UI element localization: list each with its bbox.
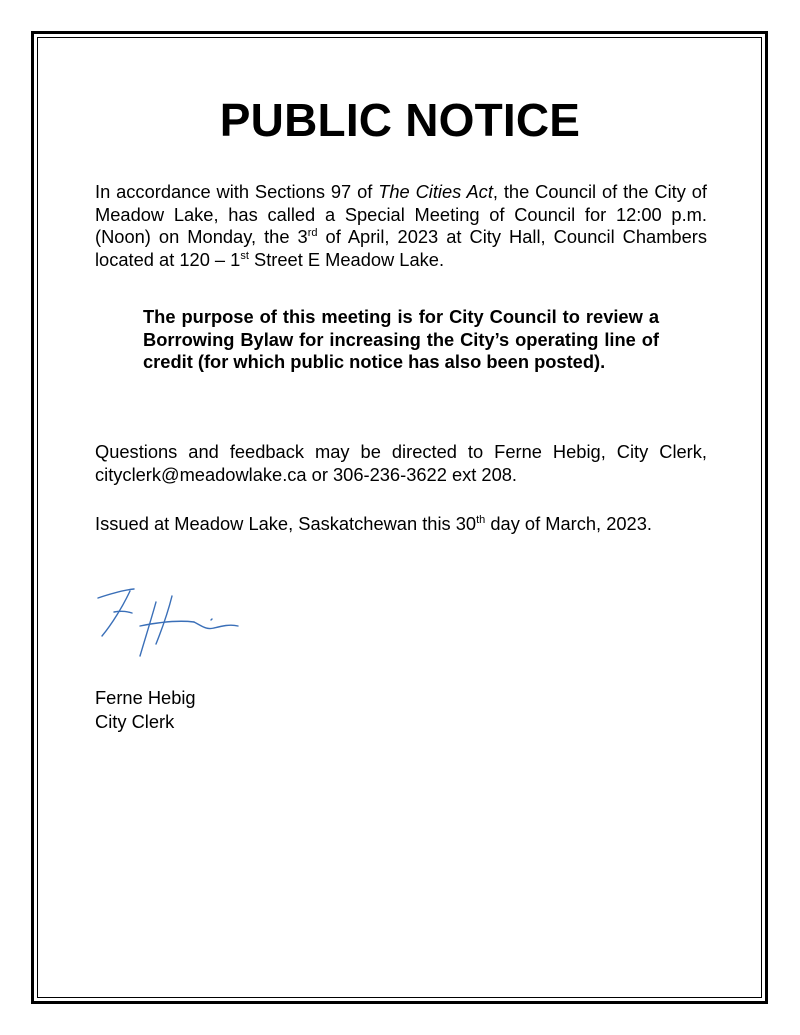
notice-title: PUBLIC NOTICE	[219, 94, 581, 146]
meeting-text-location: of April, 2023 at City Hall, Council Chambers located at 120 – 1	[95, 226, 707, 270]
signer-block	[95, 686, 196, 734]
act-name: The Cities Act	[378, 181, 493, 202]
ordinal-suffix: th	[476, 513, 486, 526]
questions-paragraph: Questions and feedback may be directed to Ferne Hebig, City Clerk, cityclerk@meadowlake.ca or 306-236-3622 ext 208.	[95, 441, 707, 485]
meeting-text-intro: In accordance with Sections 97 of	[95, 181, 379, 202]
meeting-text-date: , the Council of the City of Meadow Lake, has called a Special Meeting of Council for 12:00 p.m. (Noon) on Monday, the 3	[95, 181, 707, 247]
ordinal-suffix: rd	[307, 226, 318, 239]
issued-text-post: day of March, 2023.	[485, 513, 652, 534]
purpose-paragraph: The purpose of this meeting is for City Council to review a Borrowing Bylaw for increasing the City’s operating line of credit (for which public notice has also been posted).	[143, 306, 659, 372]
signer-title: City Clerk	[95, 711, 175, 732]
issued-text-pre: Issued at Meadow Lake, Saskatchewan this 30	[95, 513, 477, 534]
issued-paragraph	[95, 513, 707, 536]
signature-icon	[90, 584, 250, 664]
meeting-paragraph	[95, 181, 707, 271]
meeting-text-address: Street E Meadow Lake.	[248, 248, 445, 270]
signer-name: Ferne Hebig	[95, 687, 196, 708]
ordinal-suffix: st	[240, 249, 249, 262]
